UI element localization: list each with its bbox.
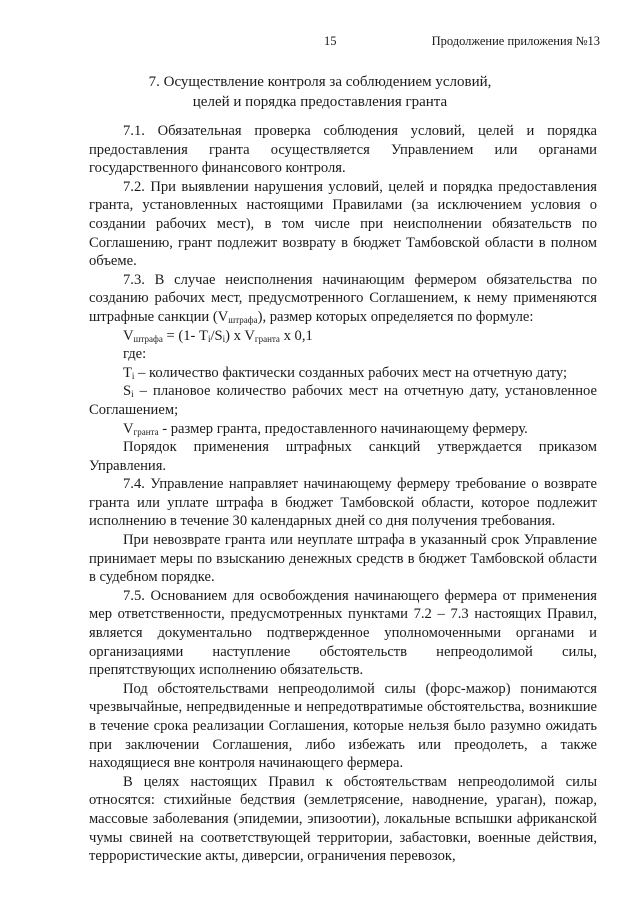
paragraph-penalty-order: Порядок применения штрафных санкций утверждается приказом Управления. bbox=[89, 439, 597, 474]
page-header bbox=[0, 34, 640, 54]
definition-v-letter: V bbox=[123, 420, 134, 437]
formula-part-2: /S bbox=[210, 327, 223, 344]
appendix-note: Продолжение приложения №13 bbox=[431, 34, 600, 48]
formula-sub-grant: гранта bbox=[254, 333, 280, 344]
definition-t-text: – количество фактически созданных рабочих мест на отчетную дату; bbox=[134, 364, 568, 381]
definition-v-text: - размер гранта, предоставленного начинающему фермеру. bbox=[158, 420, 528, 437]
paragraph-7-4: 7.4. Управление направляет начинающему фермеру требование о возврате гранта или уплате штрафа в бюджет Тамбовской области, которое подлежит исполнению в течение 30 календарных дней со дня получения требования. bbox=[89, 476, 597, 530]
section-title-line-1: 7. Осуществление контроля за соблюдением условий, bbox=[148, 74, 492, 90]
penalty-subscript: штрафа bbox=[228, 314, 258, 325]
paragraph-non-return: При невозврате гранта или неуплате штрафа в указанный срок Управление принимает меры по взысканию денежных средств в бюджет Тамбовской области в судебном порядке. bbox=[89, 532, 597, 586]
definition-v-sub: гранта bbox=[133, 426, 159, 437]
where-label: где: bbox=[123, 346, 147, 363]
section-title-line-2: целей и порядка предоставления гранта bbox=[192, 94, 448, 110]
definition-t-sub: i bbox=[131, 370, 135, 381]
paragraph-7-3-text-b: ), размер которых определяется по формуле: bbox=[257, 308, 534, 325]
penalty-formula bbox=[89, 327, 597, 346]
definition-s-text: – плановое количество рабочих мест на отчетную дату, установленное Соглашением; bbox=[89, 383, 597, 418]
paragraph-force-majeure-list: В целях настоящих Правил к обстоятельствам непреодолимой силы относятся: стихийные бедствия (землетрясение, наводнение, ураган), пожар, массовые заболевания (эпидемии, эпизоотии), локальные вспышки африканской чумы свиней на соответствующей территории, забастовки, военные действия, террористические акты, диверсии, ограничения перевозок, bbox=[89, 773, 597, 865]
definition-s-sub: i bbox=[131, 389, 134, 400]
paragraph-7-5: 7.5. Основанием для освобождения начинающего фермера от применения мер ответственности, предусмотренных пунктами 7.2 – 7.3 настоящих Правил, является документально подтвержденное уполномоченными органами и организациями наступление обстоятельств непреодолимой силы, препятствующих исполнению обязательств. bbox=[89, 587, 597, 679]
definition-s bbox=[89, 382, 597, 419]
definition-v bbox=[89, 420, 597, 439]
formula-part-1: = (1- T bbox=[162, 327, 208, 344]
paragraph-7-3 bbox=[89, 271, 597, 327]
definition-s-letter: S bbox=[123, 383, 132, 400]
formula-end: x 0,1 bbox=[279, 327, 313, 344]
paragraph-force-majeure: Под обстоятельствами непреодолимой силы (форс-мажор) понимаются чрезвычайные, непредвиденные и непредотвратимые обстоятельства, возникшие в течение срока реализации Соглашения, которые нельзя было разумно ожидать при заключении Соглашения, либо избежать или преодолеть, а также находящиеся вне контроля начинающего фермера. bbox=[89, 680, 597, 772]
paragraph-7-3-text-a: 7.3. В случае неисполнения начинающим фермером обязательства по созданию рабочих мест, предусмотренного Соглашением, к нему применяются штрафные санкции (V bbox=[89, 271, 597, 325]
formula-sub-t: i bbox=[207, 333, 211, 344]
formula-sub-s: i bbox=[222, 333, 226, 344]
document-body bbox=[89, 122, 597, 866]
definition-t-letter: T bbox=[123, 364, 132, 381]
formula-v: V bbox=[123, 327, 134, 344]
formula-part-3: ) x V bbox=[225, 327, 255, 344]
definition-t bbox=[89, 364, 597, 383]
formula-sub-penalty: штрафа bbox=[133, 333, 163, 344]
page-number: 15 bbox=[324, 34, 337, 48]
paragraph-7-1: 7.1. Обязательная проверка соблюдения условий, целей и порядка предоставления гранта осуществляется Управлением или органами государственного финансового контроля. bbox=[89, 123, 597, 177]
section-title bbox=[0, 72, 640, 112]
paragraph-7-2: 7.2. При выявлении нарушения условий, целей и порядка предоставления гранта, установленных настоящими Правилами (за исключением условия о создании рабочих мест), в том числе при неисполнении обязательств по Соглашению, грант подлежит возврату в бюджет Тамбовской области в полном объеме. bbox=[89, 178, 597, 270]
